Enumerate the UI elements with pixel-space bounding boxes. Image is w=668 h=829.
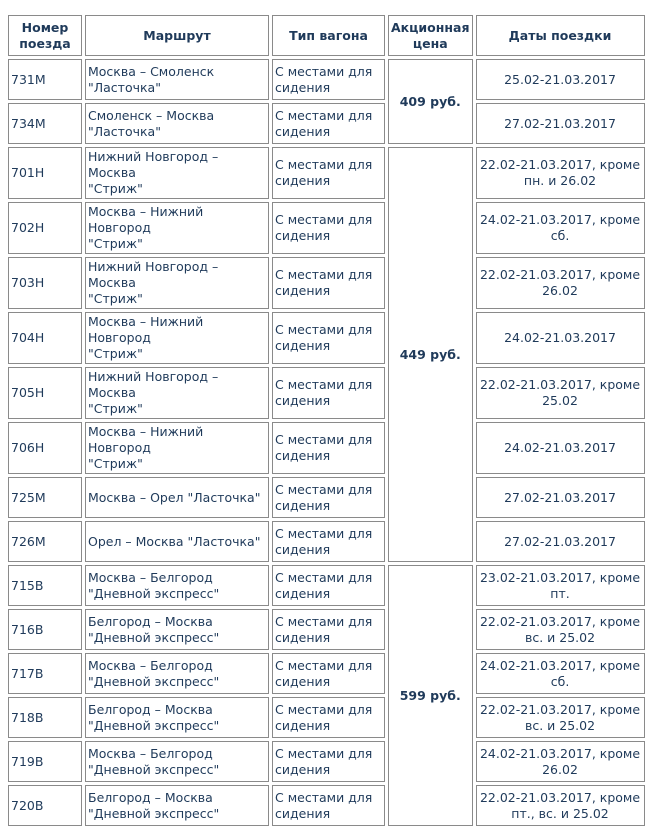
route-line1: Москва – Белгород bbox=[88, 657, 213, 673]
travel-dates: 22.02-21.03.2017, кроме пн. и 26.02 bbox=[476, 147, 645, 199]
table-row bbox=[8, 785, 645, 826]
table-row bbox=[8, 367, 645, 419]
route-line2: "Стриж" bbox=[88, 291, 143, 306]
table-row bbox=[8, 202, 645, 254]
route-cell bbox=[85, 103, 269, 144]
route-line2: "Дневной экспресс" bbox=[88, 673, 220, 689]
table-row bbox=[8, 521, 645, 562]
route-line1: Нижний Новгород – Москва bbox=[88, 369, 219, 400]
route-line2: "Дневной экспресс" bbox=[88, 629, 220, 645]
route-cell bbox=[85, 312, 269, 364]
car-type: С местами для сидения bbox=[272, 741, 385, 782]
route-line1: Смоленск – Москва bbox=[88, 107, 215, 123]
travel-dates: 27.02-21.03.2017 bbox=[476, 521, 645, 562]
train-number: 703Н bbox=[8, 257, 82, 309]
table-row bbox=[8, 653, 645, 694]
travel-dates: 27.02-21.03.2017 bbox=[476, 103, 645, 144]
train-number: 704Н bbox=[8, 312, 82, 364]
header-car-type: Тип вагона bbox=[272, 15, 385, 56]
train-number: 717В bbox=[8, 653, 82, 694]
route-cell bbox=[85, 785, 269, 826]
header-row bbox=[8, 15, 645, 56]
travel-dates: 24.02-21.03.2017 bbox=[476, 312, 645, 364]
table-row bbox=[8, 257, 645, 309]
header-dates: Даты поездки bbox=[476, 15, 645, 56]
travel-dates: 24.02-21.03.2017 bbox=[476, 422, 645, 474]
route-line2: "Стриж" bbox=[88, 181, 143, 196]
promo-price: 449 руб. bbox=[388, 147, 473, 562]
train-number: 715В bbox=[8, 565, 82, 606]
train-number: 719В bbox=[8, 741, 82, 782]
route-cell bbox=[85, 609, 269, 650]
route-line2: "Дневной экспресс" bbox=[88, 717, 220, 733]
route-line1: Москва – Белгород bbox=[88, 745, 213, 761]
route-cell bbox=[85, 653, 269, 694]
route-line1: Нижний Новгород – Москва bbox=[88, 149, 219, 180]
route-line1: Москва – Нижний Новгород bbox=[88, 424, 204, 455]
car-type: С местами для сидения bbox=[272, 697, 385, 738]
table-row bbox=[8, 59, 645, 100]
route-line1: Москва – Белгород bbox=[88, 569, 213, 585]
header-route: Маршрут bbox=[85, 15, 269, 56]
route-cell bbox=[85, 741, 269, 782]
route-line1: Орел – Москва "Ласточка" bbox=[88, 533, 261, 549]
route-line2: "Стриж" bbox=[88, 346, 143, 361]
route-line2: "Стриж" bbox=[88, 456, 143, 471]
car-type: С местами для сидения bbox=[272, 609, 385, 650]
travel-dates: 23.02-21.03.2017, кроме пт. bbox=[476, 565, 645, 606]
route-line1: Москва – Смоленск bbox=[88, 63, 215, 79]
car-type: С местами для сидения bbox=[272, 257, 385, 309]
car-type: С местами для сидения bbox=[272, 785, 385, 826]
train-number: 718В bbox=[8, 697, 82, 738]
car-type: С местами для сидения bbox=[272, 312, 385, 364]
car-type: С местами для сидения bbox=[272, 422, 385, 474]
route-cell bbox=[85, 202, 269, 254]
fares-body bbox=[8, 59, 645, 826]
route-line2: "Дневной экспресс" bbox=[88, 585, 220, 601]
route-line2: "Стриж" bbox=[88, 401, 143, 416]
route-line1: Белгород – Москва bbox=[88, 789, 213, 805]
car-type: С местами для сидения bbox=[272, 147, 385, 199]
table-row bbox=[8, 477, 645, 518]
route-cell bbox=[85, 697, 269, 738]
travel-dates: 22.02-21.03.2017, кроме вс. и 25.02 bbox=[476, 697, 645, 738]
route-cell bbox=[85, 367, 269, 419]
route-line2: "Дневной экспресс" bbox=[88, 805, 220, 821]
fares-table bbox=[5, 12, 648, 829]
route-line1: Москва – Нижний Новгород bbox=[88, 314, 204, 345]
train-number: 726М bbox=[8, 521, 82, 562]
promo-price: 409 руб. bbox=[388, 59, 473, 144]
header-train: Номер поезда bbox=[8, 15, 82, 56]
route-line1: Белгород – Москва bbox=[88, 701, 213, 717]
route-cell bbox=[85, 422, 269, 474]
table-row bbox=[8, 697, 645, 738]
train-number: 734М bbox=[8, 103, 82, 144]
route-cell bbox=[85, 521, 269, 562]
car-type: С местами для сидения bbox=[272, 565, 385, 606]
route-cell bbox=[85, 477, 269, 518]
header-price: Акционная цена bbox=[388, 15, 473, 56]
travel-dates: 22.02-21.03.2017, кроме пт., вс. и 25.02 bbox=[476, 785, 645, 826]
table-row bbox=[8, 103, 645, 144]
car-type: С местами для сидения bbox=[272, 477, 385, 518]
route-line1: Нижний Новгород – Москва bbox=[88, 259, 219, 290]
travel-dates: 25.02-21.03.2017 bbox=[476, 59, 645, 100]
table-row bbox=[8, 609, 645, 650]
route-line2: "Ласточка" bbox=[88, 123, 161, 139]
train-number: 706Н bbox=[8, 422, 82, 474]
travel-dates: 22.02-21.03.2017, кроме вс. и 25.02 bbox=[476, 609, 645, 650]
route-cell bbox=[85, 257, 269, 309]
travel-dates: 22.02-21.03.2017, кроме 25.02 bbox=[476, 367, 645, 419]
travel-dates: 24.02-21.03.2017, кроме 26.02 bbox=[476, 741, 645, 782]
travel-dates: 24.02-21.03.2017, кроме сб. bbox=[476, 653, 645, 694]
table-row bbox=[8, 147, 645, 199]
car-type: С местами для сидения bbox=[272, 59, 385, 100]
table-row bbox=[8, 422, 645, 474]
train-number: 725М bbox=[8, 477, 82, 518]
car-type: С местами для сидения bbox=[272, 103, 385, 144]
route-line1: Белгород – Москва bbox=[88, 613, 213, 629]
route-cell bbox=[85, 147, 269, 199]
route-cell bbox=[85, 59, 269, 100]
train-number: 720В bbox=[8, 785, 82, 826]
car-type: С местами для сидения bbox=[272, 202, 385, 254]
promo-price: 599 руб. bbox=[388, 565, 473, 826]
route-line1: Москва – Орел "Ласточка" bbox=[88, 489, 261, 505]
table-row bbox=[8, 741, 645, 782]
table-row bbox=[8, 565, 645, 606]
train-number: 705Н bbox=[8, 367, 82, 419]
route-line2: "Стриж" bbox=[88, 236, 143, 251]
route-line2: "Ласточка" bbox=[88, 79, 161, 95]
travel-dates: 22.02-21.03.2017, кроме 26.02 bbox=[476, 257, 645, 309]
train-number: 731М bbox=[8, 59, 82, 100]
train-number: 701Н bbox=[8, 147, 82, 199]
travel-dates: 24.02-21.03.2017, кроме сб. bbox=[476, 202, 645, 254]
train-number: 716В bbox=[8, 609, 82, 650]
travel-dates: 27.02-21.03.2017 bbox=[476, 477, 645, 518]
route-line1: Москва – Нижний Новгород bbox=[88, 204, 204, 235]
train-number: 702Н bbox=[8, 202, 82, 254]
car-type: С местами для сидения bbox=[272, 367, 385, 419]
car-type: С местами для сидения bbox=[272, 521, 385, 562]
car-type: С местами для сидения bbox=[272, 653, 385, 694]
route-line2: "Дневной экспресс" bbox=[88, 761, 220, 777]
table-row bbox=[8, 312, 645, 364]
route-cell bbox=[85, 565, 269, 606]
